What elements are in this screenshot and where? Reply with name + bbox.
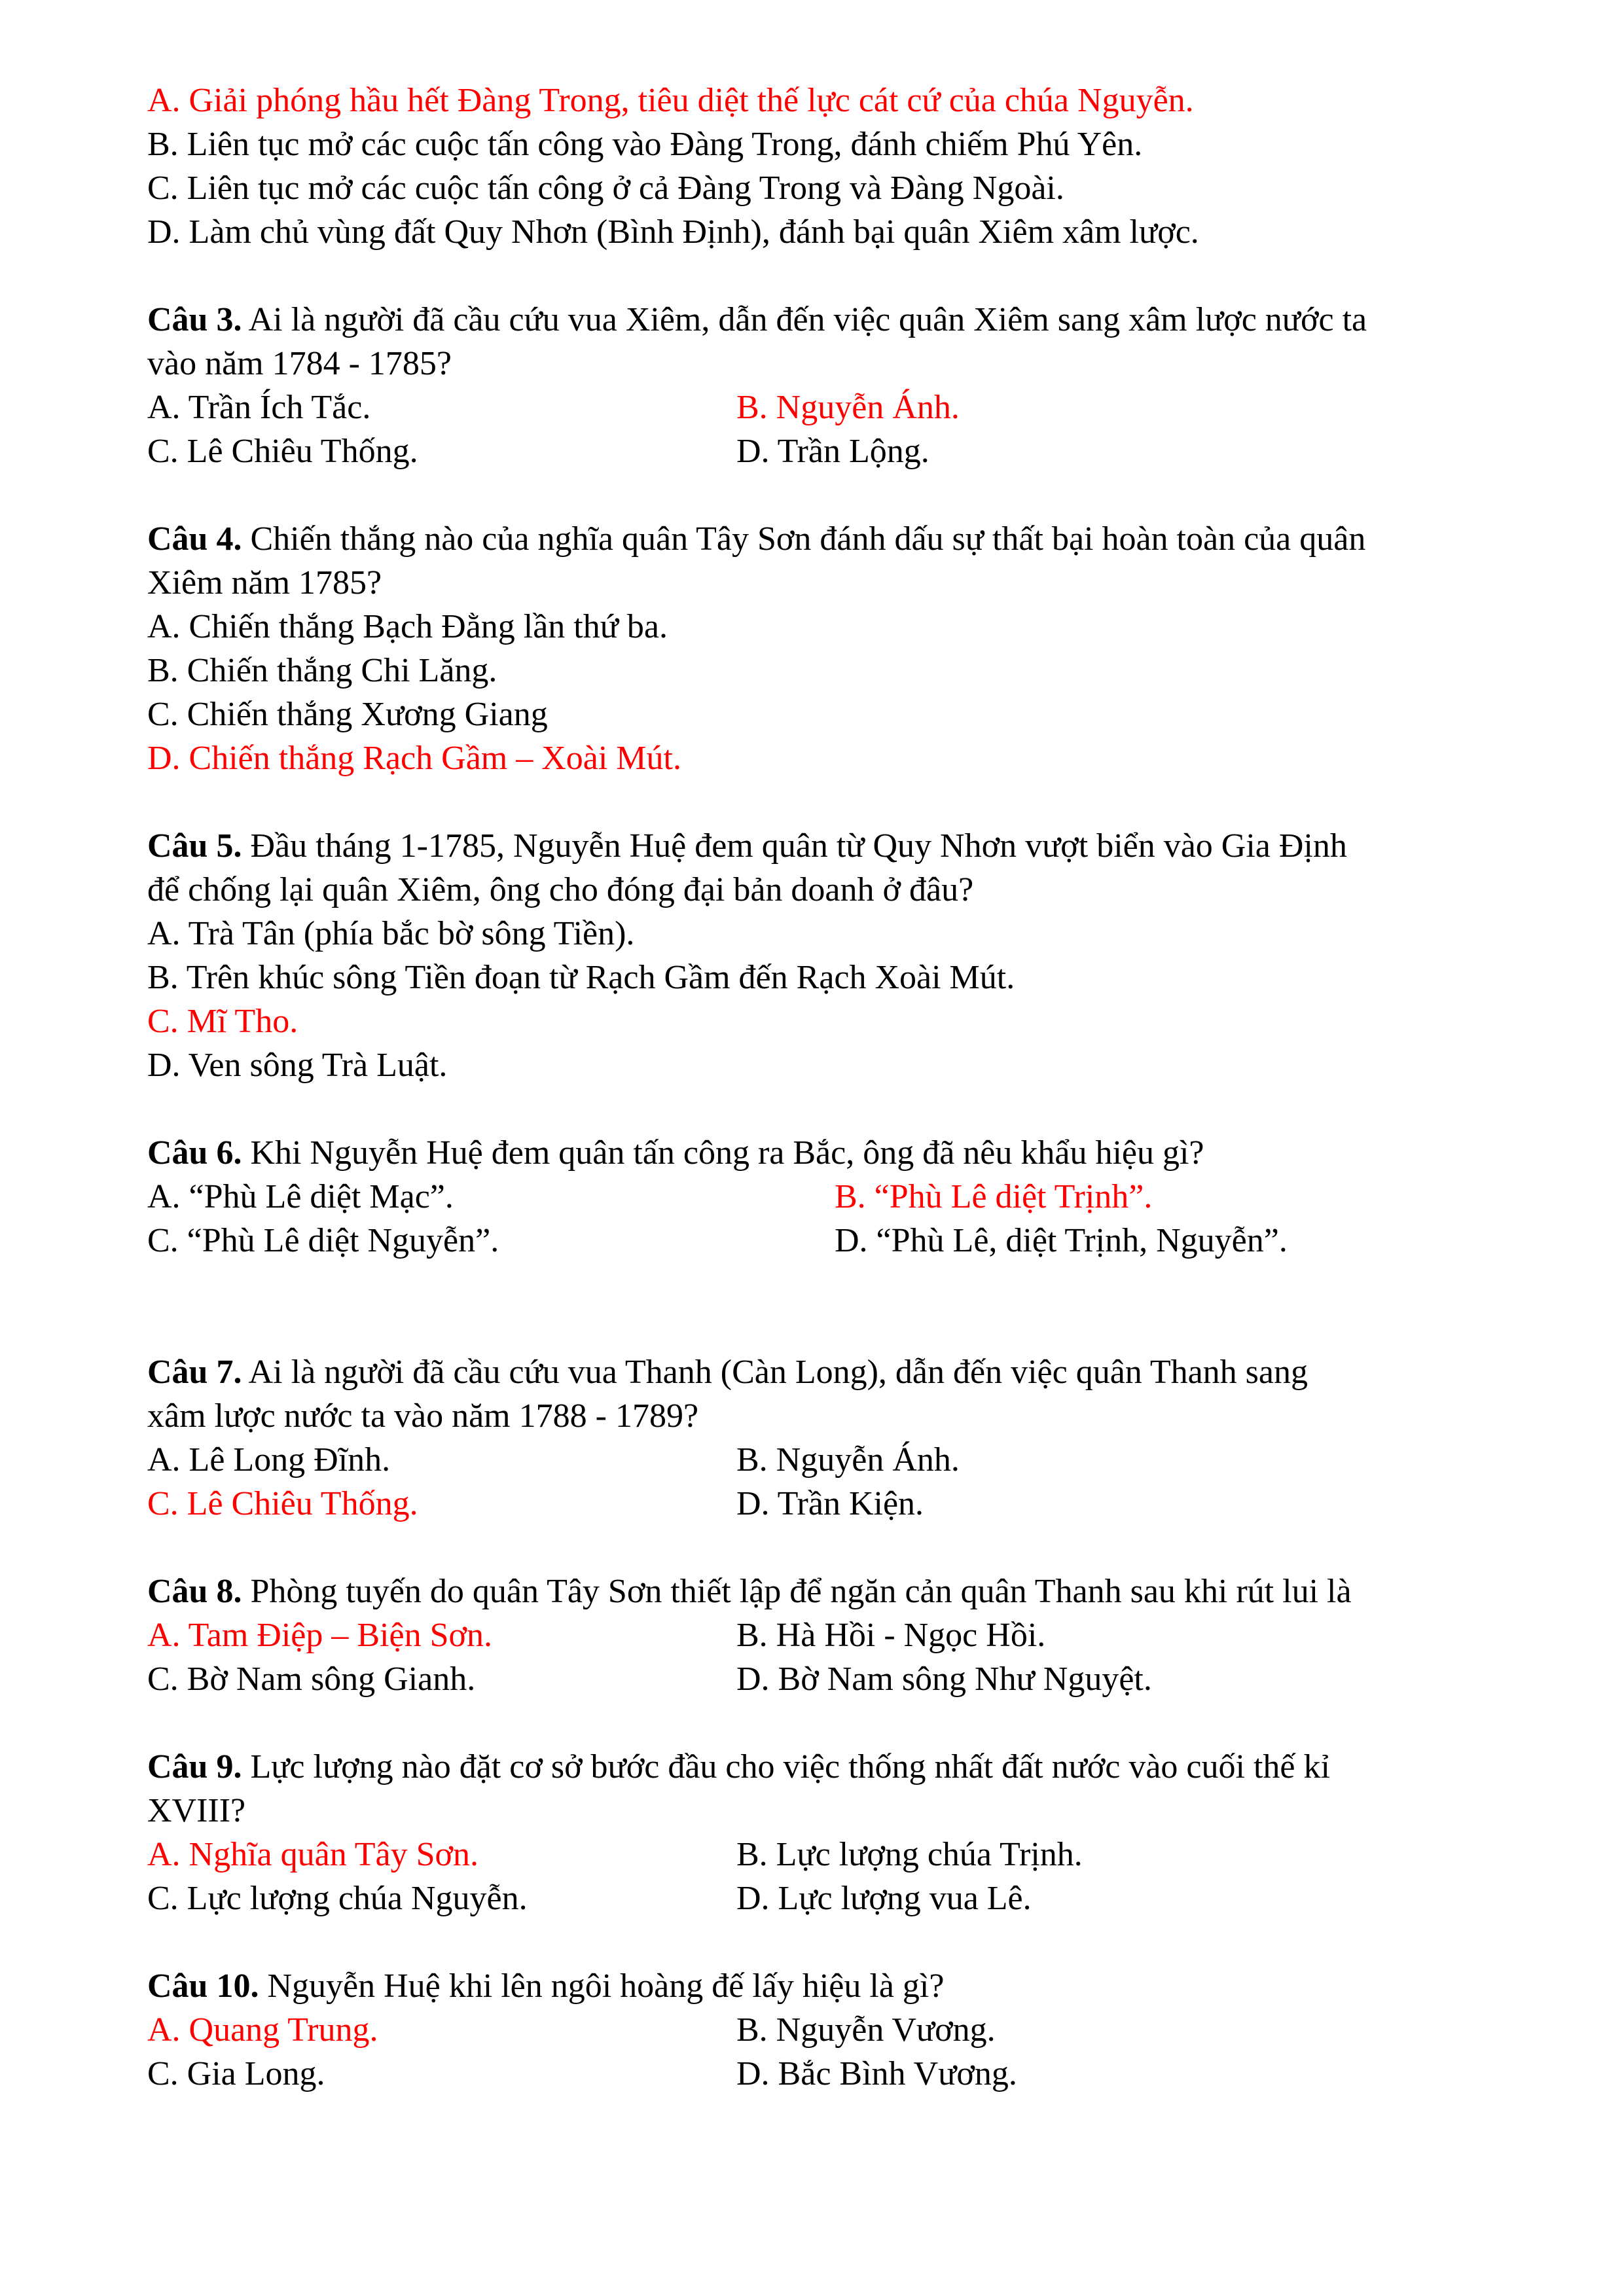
q5-prompt-line-2: để chống lại quân Xiêm, ông cho đóng đại bản doanh ở đâu? <box>147 871 974 908</box>
q7-number: Câu 7. <box>147 1354 242 1391</box>
q8-prompt <box>147 1570 1522 1613</box>
question-4 <box>147 517 1522 780</box>
q4-prompt-line-2: Xiêm năm 1785? <box>147 564 382 601</box>
question-10 <box>147 1964 1522 2096</box>
q8-option-d: D. Bờ Nam sông Như Nguyệt. <box>736 1660 1152 1698</box>
q10-number: Câu 10. <box>147 1967 259 2005</box>
q3-options-row-2 <box>147 429 1522 473</box>
q4-number: Câu 4. <box>147 520 242 558</box>
q10-option-a: A. Quang Trung. <box>147 2011 378 2049</box>
q3-prompt-line-1 <box>147 298 1522 342</box>
q4-text-1: Chiến thắng nào của nghĩa quân Tây Sơn đánh dấu sự thất bại hoàn toàn của quân <box>242 520 1366 558</box>
q6-option-b: B. “Phù Lê diệt Trịnh”. <box>835 1178 1153 1215</box>
q3-option-a: A. Trần Ích Tắc. <box>147 389 371 426</box>
q4-prompt-line-1 <box>147 517 1522 561</box>
q10-options-row-1 <box>147 2008 1522 2052</box>
question-5 <box>147 824 1522 1087</box>
q2-option-b: B. Liên tục mở các cuộc tấn công vào Đàng Trong, đánh chiếm Phú Yên. <box>147 126 1143 163</box>
q7-option-c: C. Lê Chiêu Thống. <box>147 1485 418 1522</box>
q8-option-c: C. Bờ Nam sông Gianh. <box>147 1660 476 1698</box>
question-2-options <box>147 79 1522 254</box>
q6-option-d: D. “Phù Lê, diệt Trịnh, Nguyễn”. <box>835 1222 1288 1259</box>
q2-option-a: A. Giải phóng hầu hết Đàng Trong, tiêu diệt thế lực cát cứ của chúa Nguyễn. <box>147 82 1194 119</box>
q9-option-a: A. Nghĩa quân Tây Sơn. <box>147 1836 479 1873</box>
q9-prompt-line-1 <box>147 1745 1522 1789</box>
q9-option-d: D. Lực lượng vua Lê. <box>736 1880 1032 1917</box>
q6-number: Câu 6. <box>147 1134 242 1172</box>
q10-option-c: C. Gia Long. <box>147 2055 325 2092</box>
q3-prompt-line-2: vào năm 1784 - 1785? <box>147 345 452 382</box>
q9-number: Câu 9. <box>147 1748 242 1785</box>
q8-options-row-1 <box>147 1613 1522 1657</box>
q10-options-row-2 <box>147 2052 1522 2096</box>
q7-text-1: Ai là người đã cầu cứu vua Thanh (Càn Long), dẫn đến việc quân Thanh sang <box>242 1354 1308 1391</box>
q3-option-b: B. Nguyễn Ánh. <box>736 389 960 426</box>
q3-option-c: C. Lê Chiêu Thống. <box>147 433 418 470</box>
q8-number: Câu 8. <box>147 1573 242 1610</box>
q4-option-d: D. Chiến thắng Rạch Gầm – Xoài Mút. <box>147 740 681 777</box>
q10-option-b: B. Nguyễn Vương. <box>736 2011 996 2049</box>
q9-options-row-1 <box>147 1833 1522 1876</box>
q8-option-b: B. Hà Hồi - Ngọc Hồi. <box>736 1617 1046 1654</box>
q6-prompt <box>147 1131 1522 1175</box>
q7-option-b: B. Nguyễn Ánh. <box>736 1441 960 1479</box>
q3-number: Câu 3. <box>147 301 242 338</box>
q9-text-1: Lực lượng nào đặt cơ sở bước đầu cho việc thống nhất đất nước vào cuối thế kỉ <box>242 1748 1330 1785</box>
q10-option-d: D. Bắc Bình Vương. <box>736 2055 1017 2092</box>
q7-options-row-1 <box>147 1438 1522 1482</box>
q6-text: Khi Nguyễn Huệ đem quân tấn công ra Bắc, ông đã nêu khẩu hiệu gì? <box>242 1134 1204 1172</box>
q7-prompt-line-1 <box>147 1350 1522 1394</box>
question-6 <box>147 1131 1522 1263</box>
question-9 <box>147 1745 1522 1920</box>
q9-option-c: C. Lực lượng chúa Nguyễn. <box>147 1880 528 1917</box>
q6-options-row-1 <box>147 1175 1522 1219</box>
q3-text-1: Ai là người đã cầu cứu vua Xiêm, dẫn đến việc quân Xiêm sang xâm lược nước ta <box>242 301 1367 338</box>
q5-prompt-line-1 <box>147 824 1522 868</box>
q5-option-c: C. Mĩ Tho. <box>147 1003 298 1040</box>
question-8 <box>147 1570 1522 1701</box>
q2-option-c: C. Liên tục mở các cuộc tấn công ở cả Đàng Trong và Đàng Ngoài. <box>147 170 1064 207</box>
q3-option-d: D. Trần Lộng. <box>736 433 929 470</box>
q10-text: Nguyễn Huệ khi lên ngôi hoàng đế lấy hiệu là gì? <box>259 1967 945 2005</box>
document-page <box>147 79 1522 2096</box>
q5-option-b: B. Trên khúc sông Tiền đoạn từ Rạch Gầm đến Rạch Xoài Mút. <box>147 959 1015 996</box>
q6-option-a: A. “Phù Lê diệt Mạc”. <box>147 1178 454 1215</box>
q7-options-row-2 <box>147 1482 1522 1526</box>
q5-option-a: A. Trà Tân (phía bắc bờ sông Tiền). <box>147 915 635 952</box>
q9-options-row-2 <box>147 1876 1522 1920</box>
q5-text-1: Đầu tháng 1-1785, Nguyễn Huệ đem quân từ Quy Nhơn vượt biển vào Gia Định <box>242 827 1347 865</box>
q4-option-a: A. Chiến thắng Bạch Đằng lần thứ ba. <box>147 608 668 645</box>
q3-options-row-1 <box>147 386 1522 429</box>
q2-option-d: D. Làm chủ vùng đất Quy Nhơn (Bình Định), đánh bại quân Xiêm xâm lược. <box>147 213 1199 251</box>
q5-number: Câu 5. <box>147 827 242 865</box>
q9-prompt-line-2: XVIII? <box>147 1792 246 1829</box>
q10-prompt <box>147 1964 1522 2008</box>
question-3 <box>147 298 1522 473</box>
q6-option-c: C. “Phù Lê diệt Nguyễn”. <box>147 1222 499 1259</box>
q8-text: Phòng tuyến do quân Tây Sơn thiết lập để ngăn cản quân Thanh sau khi rút lui là <box>242 1573 1352 1610</box>
q7-option-a: A. Lê Long Đĩnh. <box>147 1441 391 1479</box>
question-7 <box>147 1350 1522 1526</box>
q4-option-b: B. Chiến thắng Chi Lăng. <box>147 652 497 689</box>
q5-option-d: D. Ven sông Trà Luật. <box>147 1047 448 1084</box>
q8-option-a: A. Tam Điệp – Biện Sơn. <box>147 1617 492 1654</box>
q7-prompt-line-2: xâm lược nước ta vào năm 1788 - 1789? <box>147 1397 699 1435</box>
q7-option-d: D. Trần Kiện. <box>736 1485 924 1522</box>
q4-option-c: C. Chiến thắng Xương Giang <box>147 696 548 733</box>
q6-options-row-2 <box>147 1219 1522 1263</box>
q8-options-row-2 <box>147 1657 1522 1701</box>
q9-option-b: B. Lực lượng chúa Trịnh. <box>736 1836 1083 1873</box>
